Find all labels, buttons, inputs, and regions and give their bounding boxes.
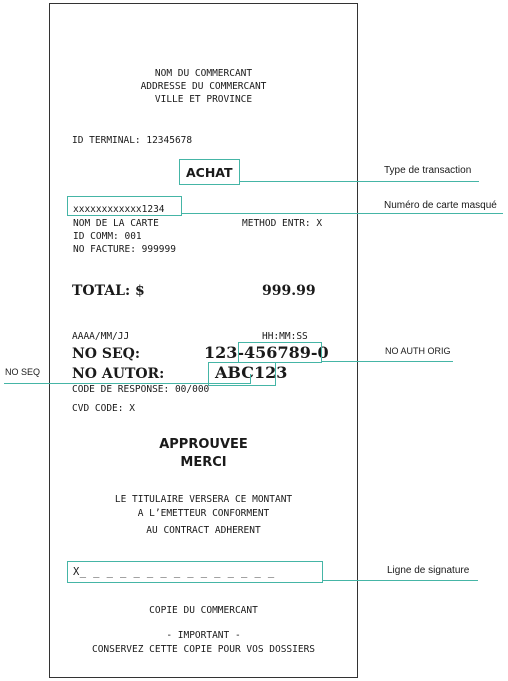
seq-no-connector xyxy=(4,383,250,384)
disclaimer-line-3: AU CONTRACT ADHERENT xyxy=(146,525,261,536)
merchant-name: NOM DU COMMERCANT xyxy=(154,68,253,79)
auth-value: ABC123 xyxy=(215,363,288,382)
cvd-code: CVD CODE: X xyxy=(72,403,135,414)
total-value: 999.99 xyxy=(262,283,316,299)
auth-label: NO AUTOR: xyxy=(72,366,165,382)
invoice-number: NO FACTURE: 999999 xyxy=(73,244,176,255)
entry-method: METHOD ENTR: X xyxy=(242,218,323,229)
masked-card-annotation: Numéro de carte masqué xyxy=(384,200,497,211)
merchant-city: VILLE ET PROVINCE xyxy=(154,94,253,105)
signature-annotation: Ligne de signature xyxy=(387,565,470,576)
seq-value: 123-456789-0 xyxy=(204,343,329,362)
thanks-text: MERCI xyxy=(180,455,227,470)
seq-no-annotation: NO SEQ xyxy=(5,367,41,377)
comm-id: ID COMM: 001 xyxy=(73,231,142,242)
signature-connector xyxy=(323,580,478,581)
transaction-type-connector xyxy=(240,181,479,182)
date-field: AAAA/MM/JJ xyxy=(72,331,130,342)
card-name: NOM DE LA CARTE xyxy=(73,218,159,229)
terminal-id: ID TERMINAL: 12345678 xyxy=(72,135,193,146)
response-code: CODE DE RESPONSE: 00/000 xyxy=(72,384,210,395)
transaction-type-annotation: Type de transaction xyxy=(384,165,472,176)
time-field: HH:MM:SS xyxy=(262,331,308,342)
merchant-address: ADDRESSE DU COMMERCANT xyxy=(140,81,267,92)
total-label: TOTAL: $ xyxy=(72,283,145,299)
seq-no-connector-tick xyxy=(250,374,251,384)
disclaimer-line-2: A L’EMETTEUR CONFORMENT xyxy=(137,508,270,519)
keep-copy-notice: CONSERVEZ CETTE COPIE POUR VOS DOSSIERS xyxy=(91,644,316,655)
transaction-type: ACHAT xyxy=(186,165,233,180)
masked-card-number: xxxxxxxxxxxx1234 xyxy=(73,204,165,215)
seq-label: NO SEQ: xyxy=(72,346,141,362)
important-label: - IMPORTANT - xyxy=(166,630,241,641)
auth-orig-highlight xyxy=(238,342,322,363)
auth-orig-connector xyxy=(322,361,453,362)
approval-text: APPROUVEE xyxy=(159,437,248,452)
masked-card-highlight xyxy=(67,196,182,216)
signature-highlight xyxy=(67,561,323,583)
auth-orig-annotation: NO AUTH ORIG xyxy=(385,346,451,356)
signature-line: X_ _ _ _ _ _ _ _ _ _ _ _ _ _ _ xyxy=(73,566,275,578)
disclaimer-line-1: LE TITULAIRE VERSERA CE MONTANT xyxy=(114,494,293,505)
transaction-type-highlight xyxy=(179,159,240,185)
copy-label: COPIE DU COMMERCANT xyxy=(149,605,258,616)
masked-card-connector xyxy=(182,213,503,214)
